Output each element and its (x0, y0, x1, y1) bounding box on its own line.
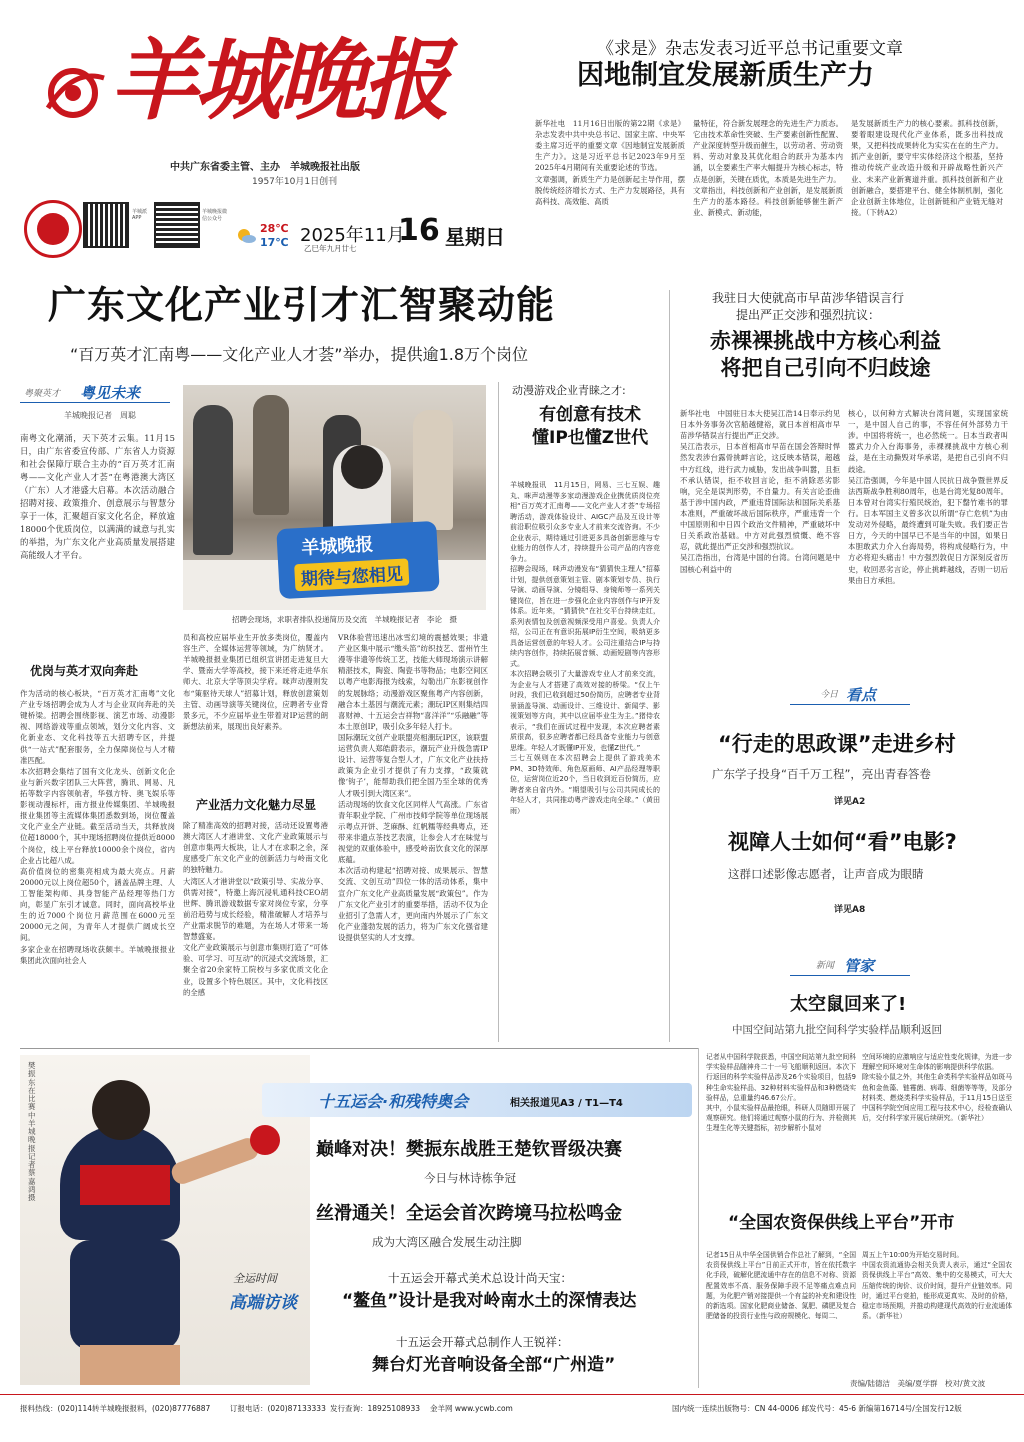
top-story-col3: 是发展新质生产力的核心要素。抓科技创新，要着眼建设现代化产业体系，既多出科技成果，又把科技成果转化为实实在在的生产力。抓产业创新，要守牢实体经济这个根基，坚持推动传统产业改造升级和开辟战略性新兴产业、未来产业新赛道并重。抓科技创新和产业创新融合，要搭建平台、健全体制机制，强化企业创新主体地位，让创新链和产业链无缝对接。（下转A2） (851, 119, 1003, 217)
column-tag (20, 382, 175, 404)
footer-order: 订报电话：(020)87133333 (230, 1404, 326, 1413)
masthead-title: 羊城晚报 (110, 28, 447, 132)
qr-code-app[interactable] (83, 202, 129, 248)
today-ref-2[interactable]: 详见A8 (834, 905, 866, 915)
masthead-founded: 1957年10月1日创刊 (252, 177, 338, 187)
news-1-col2: 空间环境的应激响应与适应性变化规律，为进一步理解空间环境对生命体的影响提供科学依据。 除实验小鼠之外，其他生命类科学实验样品如斑马鱼和金鱼藻、链霉菌、病毒、细菌等等等，及部分材料类、燃烧类科学实验样品，于11月15日送至中国科学院空间应用工程与技术中心，经检查确认后，交付科学家开展后续研究。（新华社） (862, 1053, 1012, 1123)
anime-body: 羊城晚报讯 11月15日，网易、三七互娱、趣丸、咪声动漫等多家动漫游戏企业携优质岗位亮相“百万英才汇南粤——文化产业人才荟”专场招聘活动，游戏体验设计、AIGC产品及互设计等前沿职位吸引众多专业人才前来交流咨询。不少企业表示，期待通过引进更多具备创新思维与专业能力的创作人才，持续提升公司产品的内容竞争力。 招聘会现场，咪声动漫发布“猜猜快主理人”招募计划，提供创意策划主管、剧本策划专员、执行导演、动画导演、分镜组导、身镜师等一系列关键岗位，旨在进一步强化企业内容创作与IP开发体系。近年来，“猜猜快”在社交平台持续走红，系列表情包及创意视频深受用户喜爱。负责人介绍，公司正在有意识拓展IP衍生空间，吸纳更多具备运营创意的年轻人才。公司注重结合IP与持续内容创作，持续拓展音频、动画短剧等内容形式。 本次招聘会吸引了大量游戏专业人才前来交流，为企业与人才搭建了高效对接的桥梁。“仅上午时段，我们已收到超过50份简历，应聘者专业背景涵盖导演、动画设计、三维设计、新闻学、影视策划等方向，其中以应届毕业生为主。”猪侍农表示，“我们在面试过程中发现，本次应聘者素质很高，很多应聘者都已经具备专业能力与创意思维。年轻人才既懂IP开发，也懂Z世代。” 三七互娱则在本次招聘会上提供了游戏美术PM、3D特效师、角色原画师、AI产品经理等职位，运营岗位近20个，当日收到近百份简历，应聘者来自省内外。“期望吸引与公司共同成长的年轻人才，共同推动粤产游戏走向全球。”（黄田雨） (510, 481, 660, 815)
weekday: 星期日 (445, 225, 505, 249)
lead-subsection-2: 产业活力文化魅力尽显 (196, 798, 317, 812)
photo-banner (276, 521, 439, 599)
weather-sun-icon (236, 228, 256, 244)
logo-swirl-icon (38, 58, 108, 128)
top-story-col2: 量特征，符合新发展理念的先进生产力质态。它由技术革命性突破、生产要素创新性配置、产业深度转型升级而催生，以劳动者、劳动资料、劳动对象及其优化组合的跃升为基本内涵，以全要素生产率大幅提升为核心标志，特点是创新，关键在质优，本质是先进生产力。 文章指出，科技创新和产业创新，是发展新质生产力的基本路径。科技创新能够催生新产业、新模式、新动能， (693, 119, 843, 217)
footer-hotline: 报料热线：(020)114转羊城晚报报料，(020)87776887 (20, 1404, 211, 1413)
lead-body-col1: 作为活动的核心板块，“百万英才汇南粤”文化产业专场招聘会成为人才与企业双向奔赴的关键桥梁。招聘会围绕影视、演艺市场、动漫影视、网络游戏等重点领域，划分文化内容、文化新业态、文化科技等五大招聘专区，并提供“一站式”配套服务，全力保障岗位与人才精准匹配。 本次招聘会集结了国有文化龙头、创新文化企业与新兴数字团队三大阵营，腾讯、网易、凡拓等数字内容领航者，华强方特、奥飞娱乐等影视动漫标杆，南方报业传媒集团、羊城晚报报业集团等主流媒体集团悉数到场，岗位覆盖文化产业全产业链。截至活动当天，共释放岗位超18000个，其中现场招聘岗位提供近8000个岗位，线上平台释放10000余个岗位，省内企业占比超八成。 高价值岗位的密集亮相成为最大亮点。月薪20000元以上岗位超50个，涵盖品牌主理、人工智能架构师、具身智能产品经理等热门方向，彰显广东引才诚意。同时，面向高校毕业生的近7000个岗位月薪范围在6000元至20000元之间，为青年人才提供广阔成长空间。 多家企业在招聘现场收获颇丰。羊城晚报报业集团此次面向社会人 (20, 689, 175, 965)
games-banner (262, 1083, 692, 1117)
japan-kicker: 我驻日大使就高市早苗涉华错误言行 提出严正交涉和强烈抗议： (712, 291, 905, 322)
news-2-col1: 记者15日从中华全国供销合作总社了解到，“全国农资保供线上平台”日前正式开市，旨在依托数字化手段，破解化肥流通中存在的信息不对称、资源配置效率不高、服务保障手段不足等痛点难点问题，为化肥产销对接提供一个有益的补充和建设性的新选项。国家化肥商业储备、氮肥、磷肥及复合肥储备的投资行业性与政府规模化、每周二、 (706, 1251, 856, 1321)
games-headline-1[interactable]: 巅峰对决！樊振东战胜王楚钦晋级决赛 (316, 1139, 622, 1160)
qr-code-wechat[interactable] (154, 202, 200, 248)
qr-code-wechat-label: 羊城晚报微信公众号 (202, 209, 228, 222)
games-sub-1: 今日与林诗栋争冠 (424, 1171, 516, 1185)
lead-photo-caption: 招聘会现场，求职者排队投递简历及交流 羊城晚报记者 李论 摄 (232, 615, 457, 624)
news-headline-2[interactable]: “全国农资保供线上平台”开市 (728, 1213, 955, 1233)
top-story-col1: 新华社电 11月16日出版的第22期《求是》杂志发表中共中央总书记、国家主席、中央军委主席习近平的重要文章《因地制宜发展新质生产力》。这是习近平总书记2023年9月至2025年4月期间有关重要论述的节选。 文章强调，新质生产力是创新起主导作用，摆脱传统经济增长方式、生产力发展路径，具有高科技、高效能、高质 (535, 119, 685, 206)
lead-byline: 羊城晚报记者 周聪 (64, 411, 136, 420)
anniversary-badge (24, 200, 82, 258)
interview-tag (215, 1270, 320, 1318)
news-tag-big: 管家 (844, 957, 875, 975)
top-story-kicker: 《求是》杂志发表习近平总书记重要文章 (597, 39, 903, 59)
column-tag-small: 粤聚英才 (24, 389, 61, 399)
news-tag (790, 955, 910, 977)
today-tag-big: 看点 (846, 686, 877, 704)
news-1-col1: 记者从中国科学院获悉，中国空间站第九批空间科学实验样品随神舟二十一号飞船顺利返回。本次下行返回的科学实验样品涉及26个实验项目，包括9种生命实验样品、32种材料实验样品和3种燃烧实验样品，总重量约46.67公斤。 其中，小鼠实验样品最抢眼，科研人员随即开展了观察研究。他们将通过观察小鼠的行为、并检测其生理生化等关键指标，初步解析小鼠对 (706, 1053, 856, 1133)
photo-banner-line1: 羊城晚报 (300, 534, 374, 559)
lead-body-col3: 除了精准高效的招聘对接，活动还设置粤港澳大湾区人才港讲堂、文化产业政策展示与创意市集两大板块，让人才在求职之余，深度感受广东文化产业的创新活力与岭南文化的独特魅力。 大湾区人才港讲堂以“政策引导、实战分享、供需对接”，特邀上海沉浸轧通科技CEO胡世辉、腾讯游戏数据专家对岗位专家，分享前沿趋势与成长经验，精准破解人才培养与产业需求脱节的难题，为在场人才带来一场智慧盛宴。 文化产业政策展示与创意市集则打造了“可体验、可学习、可互动”的沉浸式交流场景，汇聚全省20余家特工院校与多家优质文化企业，设置多个特色展区。其中，文化科技区的全感 (183, 821, 328, 997)
japan-headline[interactable]: 赤裸裸挑战中方核心利益 将把自己引向不归歧途 (710, 329, 941, 381)
anime-headline[interactable]: 有创意有技术 懂IP也懂Z世代 (532, 405, 649, 448)
lead-body-col4: VR体验营迅速出冰雪幻境的震撼效果；非遗产业区集中展示“缴头笛”纺织技艺、雷州竹生漫等非遗等传统工艺，技能大师现场演示讲解精湛技术，陶瓷、陶瓷书等物品；电影空间区以粤产电影海报为线索，勾勒出广东影视创作的发展脉络；动漫游戏区聚焦粤产内容创新，融合本土基因与潮流元素；潮玩IP区则集结四喜财神、十五运会吉祥物“喜洋洋”“乐融融”等本土原创IP，吸引众多年轻人打卡。 国际潮玩文创产业联盟亮相潮玩IP区，该联盟运营负责人郑皓蔚表示，潮玩产业升级急需IP设计、运营等复合型人才，广东文化产业扶持政策为企业引才提供了有力支撑，“政策就像‘钩子’，能帮助我们把全国乃至全球的优秀人才吸引到大湾区来”。 活动现场的饮食文化区同样人气高涨。广东省青年职业学院、广州市技师学院等单位现场展示粤点开饼、芝麻酥、红帆糯等经典粤点，还带来非遗点茶技艺表演，让参会人才在味觉与视觉的双重体验中，感受岭南饮食文化的深厚底蕴。 本次活动构建起“招聘对接、成果展示、智慧交流、文创互动”四位一体的活动体系，集中宣介广东文化产业高质量发展“政策包”。作为广东文化产业引才的重要举措，活动不仅为企业招引了急需人才，更向南内外展示了广东文化产业蓬勃发展的活力，将为广东文化强省建设提供坚实的人才支撑。 (338, 633, 488, 942)
interview-tag-big: 高端访谈 (229, 1293, 297, 1313)
today-tag-small: 今日 (820, 690, 839, 700)
today-sub-2: 这群口述影像志愿者，让声音成为眼睛 (728, 867, 924, 881)
games-headline-3[interactable]: “鳌鱼”设计是我对岭南水土的深情表达 (342, 1291, 637, 1311)
top-story-headline[interactable]: 因地制宜发展新质生产力 (577, 60, 874, 91)
today-ref-1[interactable]: 详见A2 (834, 797, 866, 807)
japan-col2: 核心，以何种方式解决台湾问题，实现国家统一，是中国人自己的事，不容任何外部势力干涉。中国将将统一，也必然统一。日本当政者叫嚣武力介入台海事务，赤裸裸挑战中方核心利益，是在主动撕毁对华承诺，是把自己引向不归歧途。 吴江浩强调，今年是中国人民抗日战争暨世界反法西斯战争胜利80周年，也是台湾光复80周年。日本曾对台湾实行殖民统治，犯下罄竹难书的罪行。日本军国主义曾多次以所谓“存亡危机”为由发动对外侵略，最终遭到可耻失败。我们要正告日方，今天的中国早已不是当年的中国，如果日本胆敢武力介入台海局势，将构成侵略行为，中方必将迎头痛击！中方强烈敦促日方深刻反省历史，收回恶劣言论，停止挑衅越线，否则一切后果由日方承担。 (848, 409, 1008, 585)
news-headline-1[interactable]: 太空鼠回来了! (790, 994, 907, 1015)
weather-high: 28℃ (260, 222, 289, 235)
news-tag-small: 新闻 (816, 961, 835, 971)
footer-issn: 国内统一连续出版物号：CN 44-0006 邮发代号：45-6 新编第16714号/全国发行12版 (672, 1404, 962, 1413)
masthead-sponsor: 中共广东省委主管、主办 羊城晚报社出版 (170, 162, 360, 173)
masthead (20, 18, 525, 268)
anime-kicker: 动漫游戏企业青睐之才: (512, 384, 626, 397)
interview-tag-small: 全运时间 (233, 1272, 277, 1285)
lead-headline[interactable]: 广东文化产业引才汇智聚动能 (48, 283, 556, 327)
today-headline-2[interactable]: 视障人士如何“看”电影? (728, 830, 957, 854)
games-banner-title: 十五运会·和残特奥会 (318, 1092, 469, 1111)
games-photo-caption: 樊振东在比赛中 羊城晚报记者 蔡嘉鸿 摄 (28, 1061, 43, 1202)
lunar-date: 乙巳年九月廿七 (304, 244, 357, 253)
lead-photo (183, 385, 486, 610)
today-sub-1: 广东学子投身“百千万工程”，亮出青春答卷 (712, 767, 931, 781)
page-credits: 责编/陆德洁 美编/夏学群 校对/黄文波 (850, 1379, 986, 1388)
top-story (535, 30, 1005, 270)
games-kicker-3: 十五运会开幕式美术总设计尚天宝： (388, 1271, 572, 1285)
games-headline-4[interactable]: 舞台灯光音响设备全部“广州造” (372, 1355, 616, 1375)
qr-code-app-label: 羊城派 APP (132, 209, 148, 221)
footer-web[interactable]: 金羊网 www.ycwb.com (430, 1404, 513, 1413)
games-ref[interactable]: 相关报道见A3 / T1—T4 (510, 1098, 623, 1109)
news-2-col2: 周五上午10:00为开始交易时间。 中国农资流通协会相关负责人表示，通过“全国农资保供线上平台”高效、集中的交易模式，可大大压缩传统的询价、议价时间，提升产业链效率。同时，通过平台竞拍，能形成更真实、及时的价格，稳定市场预期，并推动构建现代高效的行业流通体系。（新华社） (862, 1251, 1012, 1321)
games-headline-2[interactable]: 丝滑通关！全运会首次跨境马拉松鸣金 (316, 1203, 622, 1224)
column-tag-name: 粤见未来 (80, 384, 141, 402)
date-day: 16 (398, 213, 440, 248)
lead-intro: 南粤文化潮涌，天下英才云集。11月15日，由广东省委宣传部、广东省人力资源和社会保障厅联合主办的“百万英才汇南粤——文化产业人才荟”在粤港澳大湾区（广东）人才港盛大启幕。本次活动融合招聘对接、政策推介、创意展示与智慧分享于一体，汇聚超百家文化名企，释放逾18000个优质岗位，以满满的诚意与扎实的举措，为广东文化产业高质量发展搭建高能级人才平台。 (20, 433, 175, 561)
lead-subhead: “百万英才汇南粤——文化产业人才荟”举办，提供逾1.8万个岗位 (70, 345, 529, 364)
games-kicker-4: 十五运会开幕式总制作人王锐祥： (396, 1335, 569, 1349)
japan-col1: 新华社电 中国驻日本大使吴江浩14日奉示约见日本外务事务次官船越健裕，就日本首相高市早苗涉华错误言行提出严正交涉。 吴江浩表示，日本首相高市早苗在国会答辩时悍然发表涉台露骨挑衅言论，这反映本错误，超越中方红线，进行武力威胁，发出战争叫嚣，且拒不承认错误，拒不收回言论，拒不消除恶劣影响，完全是误判形势，不自量力。有关言论歪曲基于涉中国内政，严重违背国际法和国际关系基本准则，严重破坏战后国际秩序，严重违背一个中国原则和中日四个政治文件精神，严重破坏中日关系政治基础。中方对此强烈愤慨、绝不容忍，就此提出严正交涉和强烈抗议。 吴江浩指出，台湾是中国的台湾。台湾问题是中国核心利益中的 (680, 409, 840, 574)
weather-low: 17℃ (260, 236, 289, 249)
photo-banner-line2: 期待与您相见 (294, 558, 409, 591)
news-sub-1: 中国空间站第九批空间科学实验样品顺利返回 (732, 1024, 942, 1036)
lead-subsection-1: 优岗与英才双向奔赴 (30, 664, 139, 678)
date-prefix: 2025年11月 (300, 225, 405, 246)
lead-body-col2: 员和高校应届毕业生开放多类岗位，覆盖内容生产、全媒体运营等领域，为广纳贤才。羊城晚报报业集团已组织宣讲团走进复旦大学、暨南大学等高校，接下来还将走进华东师大、北京大学等顶尖学府。咪声动漫则发布“策驱待天球人”招募计划，释放创意策划主管、动画导演等关键岗位，应聘者专业背景多元，不少应届毕业生带着对IP运营的朗新想法前来，展现出良好素养。 (183, 633, 328, 731)
footer-ads: 发行查询：18925108933 (330, 1404, 420, 1413)
games-sub-2: 成为大湾区融合发展生动注脚 (372, 1235, 522, 1249)
today-tag (790, 684, 910, 706)
footer (0, 1394, 1024, 1416)
today-headline-1[interactable]: “行走的思政课”走进乡村 (718, 732, 956, 756)
